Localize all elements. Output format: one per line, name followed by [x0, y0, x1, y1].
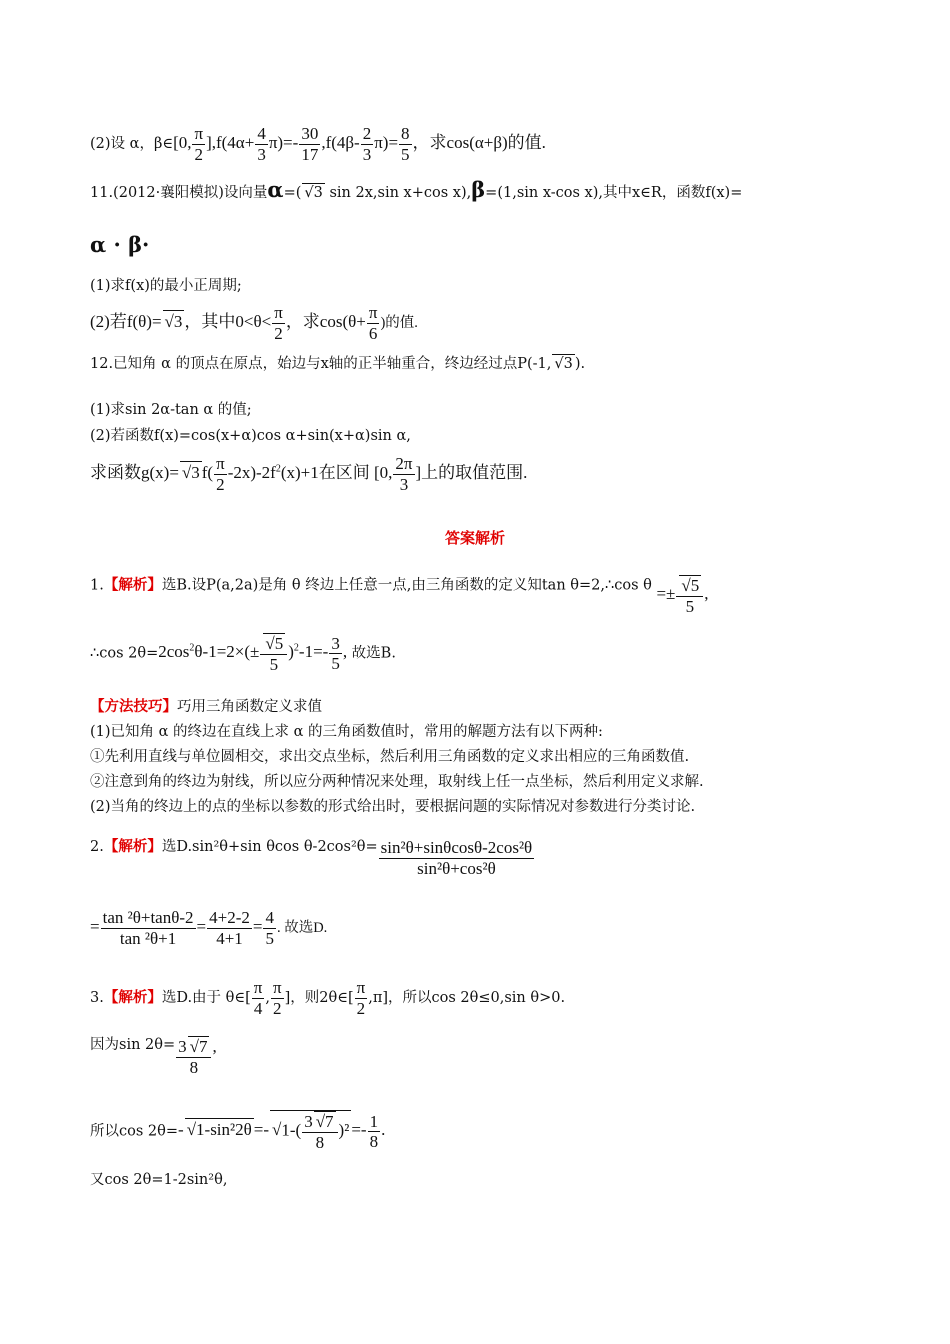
fraction: $\frac{3√ 7}{8}$ [302, 1111, 337, 1152]
tips-heading: 【方法技巧】巧用三角函数定义求值 [90, 698, 322, 715]
fraction: $\frac{\pi}{2}$ [356, 978, 366, 1018]
fraction: $\frac{3}{5}$ [331, 633, 340, 674]
answers-title: 答案解析 [444, 529, 505, 547]
fraction: $\frac{2\pi}{3}$ [395, 454, 413, 494]
answer-3-line-3: 所以cos 2θ=-√ 1-sin²2θ =-√ 1-( $\frac{3√ 7}{8}$ )² =- $\frac{1}{8}$ . [90, 1110, 385, 1152]
tips-item-1: (1)已知角 α 的终边在直线上求 α 的三角函数值时，常用的解题方法有以下两种: [90, 724, 603, 740]
problem-10-part-2: (2)设 α，β∈[0, $\frac{\pi}{2}$ ],f(4α+ $\frac{4}{3}$ π)=- $\frac{30}{17}$ ,f(4β- $\frac{2}{3}$ π)= $\frac{8}{5}$ ，求cos(α+β)的值. [90, 124, 546, 164]
fraction: √ $\frac{5}{5}$ [260, 633, 287, 674]
answer-3-line-4: 又cos 2θ=1-2sin²θ, [90, 1172, 228, 1188]
sqrt: √ 3 [163, 310, 185, 332]
problem-12-part-2: (2)若函数f(x)=cos(x+α)cos α+sin(x+α)sin α, [90, 428, 411, 444]
fraction: $\frac{\pi}{6}$ [368, 303, 378, 343]
fraction: $\frac{\pi}{2}$ [194, 124, 204, 164]
sqrt: √ 3 [552, 354, 574, 373]
fraction: $\frac{4+2-2}{4+1}$ [209, 908, 250, 948]
problem-11-part-2: (2)若f(θ)=√ 3 ，其中0<θ< $\frac{\pi}{2}$ ，求cos(θ+ $\frac{\pi}{6}$ )的值. [90, 303, 418, 343]
answer-3-line-1: 3.【解析】选D.由于 θ∈[ $\frac{\pi}{4}$ , $\frac{\pi}{2}$ ]，则2θ∈[ $\frac{\pi}{2}$ ,π]，所以cos 2θ≤0,sin θ>0. [90, 978, 566, 1018]
sqrt: √ 3 [302, 183, 324, 202]
sqrt: √ 3 [180, 461, 202, 483]
problem-12-intro: 12.已知角 α 的顶点在原点，始边与x轴的正半轴重合，终边经过点P(-1,√ 3 ). [90, 354, 585, 373]
problem-12-part-1: (1)求sin 2α-tan α 的值; [90, 402, 252, 418]
fraction: $\frac{2}{3}$ [362, 124, 372, 164]
problem-11-alpha-beta: α · β· [90, 232, 150, 257]
answer-1-line-1: 1.【解析】选B.设P(a,2a)是角 θ 终边上任意一点,由三角函数的定义知tan θ=2,∴cos θ =± √ $\frac{5}{5}$ , [90, 565, 708, 606]
problem-11-part-1: (1)求f(x)的最小正周期; [90, 278, 242, 294]
fraction: $\frac{\pi}{2}$ [216, 454, 225, 494]
fraction: $\frac{8}{5}$ [401, 124, 410, 164]
fraction: $\frac{\pi}{4}$ [253, 978, 263, 1018]
fraction: $\frac{4}{5}$ [265, 908, 274, 948]
sqrt: √ 1-sin²2θ [185, 1118, 254, 1140]
fraction: $\frac{\text{tan ²θ+tanθ-2}}{\text{tan ²θ+1}}$ [102, 908, 194, 948]
fraction: $\frac{\pi}{2}$ [273, 978, 282, 1018]
tips-item-4: (2)当角的终边上的点的坐标以参数的形式给出时，要根据问题的实际情况对参数进行分类讨论. [90, 799, 696, 815]
fraction: $\frac{\text{sin²θ+sinθcosθ-2cos²θ}}{\text{sin²θ+cos²θ}}$ [380, 838, 533, 878]
answer-1-line-2: ∴cos $2\theta=2\cos^2\theta-1=2\times(\pm$ √ $\frac{5}{5}$ )$^2$-1=- $\frac{3}{5}$ , 故选B. [90, 633, 396, 674]
fraction: $\frac{4}{3}$ [257, 124, 266, 164]
answer-2-line-1: 2.【解析】选D.sin²θ+sin θcos θ-2cos²θ= $\frac{\text{sin²θ+sinθcosθ-2cos²θ}}{\text{sin²θ+cos²θ}}$ [90, 838, 533, 878]
fraction: $\frac{\pi}{2}$ [274, 303, 283, 343]
answer-3-line-2: 因为sin 2θ= $\frac{3√ 7}{8}$ , [90, 1036, 217, 1077]
fraction: √ $\frac{5}{5}$ [676, 575, 703, 616]
tips-item-2: ①先利用直线与单位圆相交，求出交点坐标，然后利用三角函数的定义求出相应的三角函数值. [90, 749, 690, 765]
fraction: $\frac{3√ 7}{8}$ [176, 1036, 211, 1077]
fraction: $\frac{1}{8}$ [369, 1111, 379, 1152]
fraction: $\frac{30}{17}$ [301, 124, 319, 164]
sqrt: √ 1-( $\frac{3√ 7}{8}$ )² [270, 1110, 351, 1152]
problem-11-intro: 11.(2012·襄阳模拟)设向量α=(√ 3 sin 2x,sin x+cos x),β=(1,sin x-cos x),其中x∈R，函数f(x)= [90, 177, 742, 203]
problem-12-part-3: 求函数g(x)=√ 3 f( $\frac{\pi}{2}$ $-2x)-2f^2(x)+1$在区间 [0, $\frac{2\pi}{3}$ ]上的取值范围. [90, 454, 527, 494]
tips-item-3: ②注意到角的终边为射线，所以应分两种情况来处理，取射线上任一点坐标，然后利用定义求解. [90, 774, 704, 790]
answer-2-line-2: = $\frac{\text{tan ²θ+tanθ-2}}{\text{tan ²θ+1}}$ = $\frac{4+2-2}{4+1}$ = $\frac{4}{5}$ . 故选D. [90, 908, 328, 948]
